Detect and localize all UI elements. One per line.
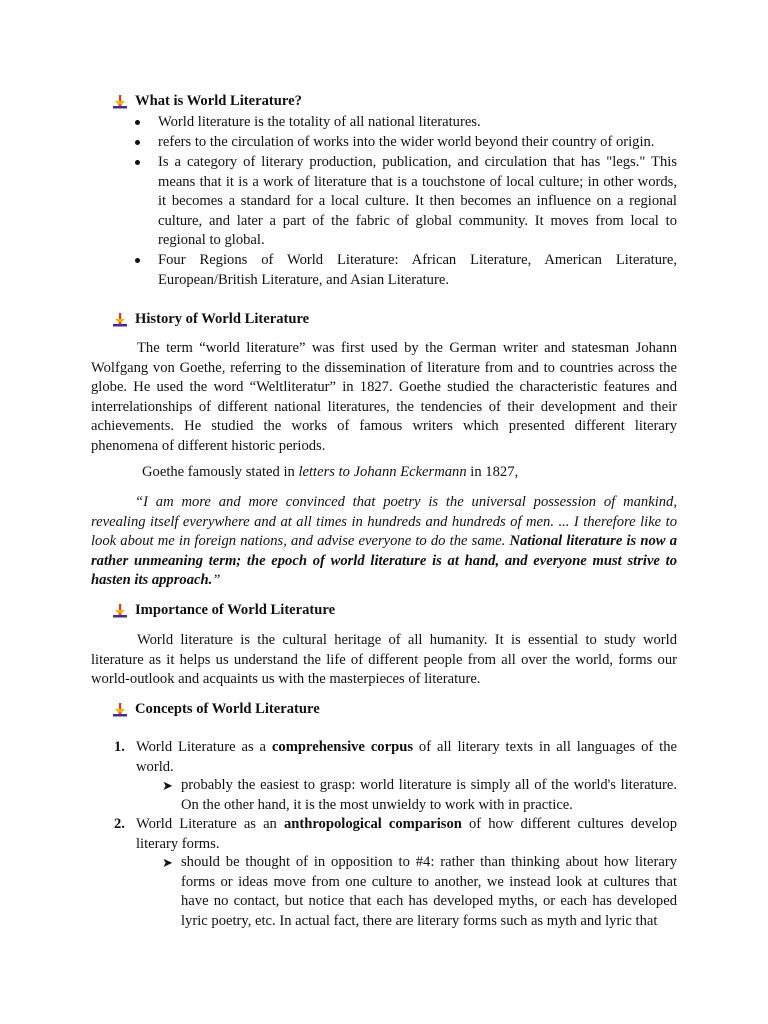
section-title: What is World Literature? — [135, 93, 302, 109]
bullet-dot-icon — [135, 258, 140, 263]
list-number: 2. — [114, 816, 125, 832]
list-item: Is a category of literary production, publication, and circulation that has "legs." This means that it is a work of literature that is a touchstone of local culture; in other words, it becomes a standard for a local culture. It then becomes an influence on a regional culture, and later a part of the fabric of global community. It moves from local to regional to global. — [158, 153, 677, 251]
sub-list-item: should be thought of in opposition to #4: rather than thinking about how literary forms or ideas move from one culture to another, we instead look at cultures that have no contact, but notice that each has developed myths, or each has developed lyric poetry, etc. In actual fact, there are literary forms such as myth and lyric that — [181, 854, 677, 929]
section-heading-history — [112, 310, 309, 330]
arrow-bullet-icon: ➤ — [162, 855, 173, 870]
section-heading-concepts — [112, 700, 320, 720]
list-item: refers to the circulation of works into the wider world beyond their country of origin. — [158, 133, 677, 153]
goethe-intro: Goethe famously stated in letters to Johann Eckermann in 1827, — [142, 464, 519, 480]
section-title: Concepts of World Literature — [135, 701, 320, 717]
sub-list-item: probably the easiest to grasp: world literature is simply all of the world's literature. On the other hand, it is the most unwieldy to work with in practice. — [181, 777, 677, 813]
section-heading-importance — [112, 601, 335, 621]
goethe-quote: “I am more and more convinced that poetry is the universal possession of mankind, revealing itself everywhere and at all times in hundreds and hundreds of men. ... I therefore like to look about me in foreign nations, and advise everyone to do the same. National literature is now a rather unmeaning term; the epoch of world literature is at hand, and everyone must strive to hasten its approach.” — [91, 494, 677, 589]
pushpin-bullet-icon — [112, 603, 128, 619]
history-paragraph: The term “world literature” was first used by the German writer and statesman Johann Wolfgang von Goethe, referring to the dissemination of literature from and to countries across the globe. He used the word “Weltliteratur” in 1827. Goethe studied the characteristic features and interrelationships of different national literatures, the tendencies of their development and their achievements. He studied the works of famous writers which presented different literary phenomena of different historic periods. — [91, 340, 677, 454]
section-heading-what-is — [112, 92, 302, 112]
arrow-bullet-icon: ➤ — [162, 778, 173, 793]
section-title: History of World Literature — [135, 311, 310, 327]
list-item: World literature is the totality of all national literatures. — [158, 113, 677, 133]
pushpin-bullet-icon — [112, 702, 128, 718]
bullet-dot-icon — [135, 140, 140, 145]
list-item: Four Regions of World Literature: African Literature, American Literature, European/British Literature, and Asian Literature. — [158, 251, 677, 290]
bullet-dot-icon — [135, 160, 140, 165]
pushpin-bullet-icon — [112, 312, 128, 328]
importance-paragraph: World literature is the cultural heritage of all humanity. It is essential to study world literature as it helps us understand the life of different people from all over the world, forms our world-outlook and acquaints us with the masterpieces of literature. — [91, 632, 677, 688]
list-number: 1. — [114, 739, 125, 755]
section-title: Importance of World Literature — [135, 602, 336, 618]
list-item: World Literature as an anthropological comparison of how different cultures develop literary forms. — [136, 816, 678, 852]
bullet-dot-icon — [135, 120, 140, 125]
list-item: World Literature as a comprehensive corpus of all literary texts in all languages of the world. — [136, 739, 677, 775]
pushpin-bullet-icon — [112, 94, 128, 110]
